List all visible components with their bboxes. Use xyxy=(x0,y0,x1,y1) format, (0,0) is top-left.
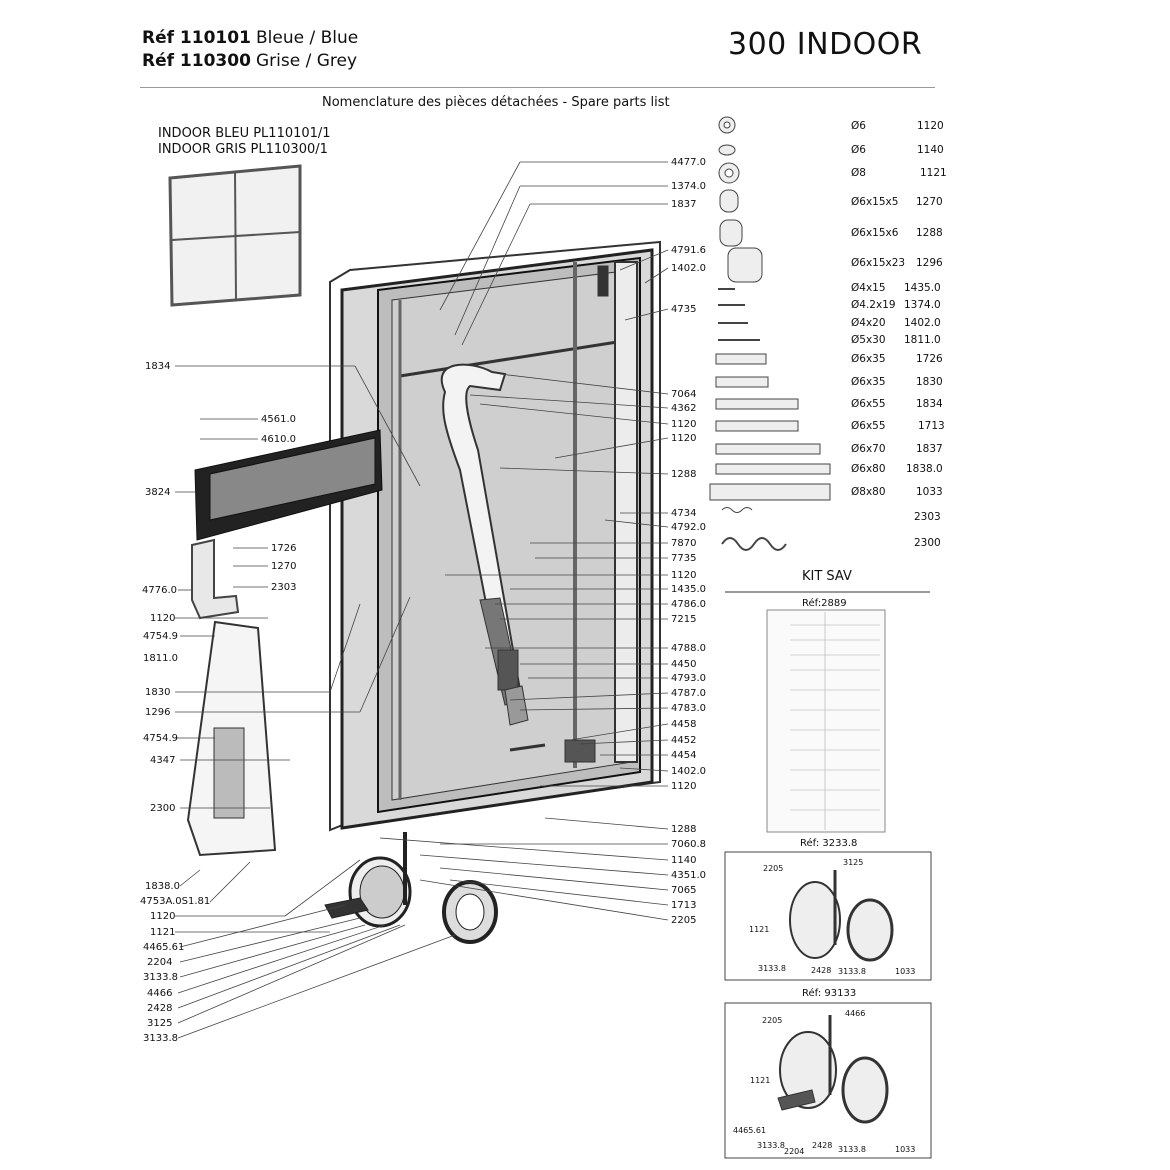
header-ref-2: Réf 110300 xyxy=(142,51,251,71)
callout-label: 4477.0 xyxy=(671,157,706,168)
callout-label: 4793.0 xyxy=(671,673,706,684)
callout-label: 1120 xyxy=(150,613,176,624)
callout-label: 4792.0 xyxy=(671,522,706,533)
kit-ref-3233: Réf: 3233.8 xyxy=(800,838,858,849)
callout-label: 4787.0 xyxy=(671,688,706,699)
table-cover-illustration xyxy=(170,166,300,305)
kit3-label: 3133.8 xyxy=(757,1141,785,1150)
callout-label: 4791.6 xyxy=(671,245,706,256)
callout-label: 3133.8 xyxy=(143,1033,178,1044)
kit3-label: 2428 xyxy=(812,1141,833,1150)
part-ref: 1838.0 xyxy=(906,463,943,475)
part-size: Ø6x55 xyxy=(851,420,886,432)
callout-label: 1811.0 xyxy=(143,653,178,664)
callout-label: 7215 xyxy=(671,614,697,625)
kit2-label: 3133.8 xyxy=(758,964,786,973)
part-size: Ø6x35 xyxy=(851,353,886,365)
part-size: Ø4x15 xyxy=(851,282,886,294)
callout-label: 1120 xyxy=(671,570,697,581)
callout-label: 3824 xyxy=(145,487,171,498)
part-size: Ø6x55 xyxy=(851,398,886,410)
part-size: Ø6x15x6 xyxy=(851,227,899,239)
part-ref: 1834 xyxy=(916,398,943,410)
callout-label: 4452 xyxy=(671,735,697,746)
table-top-illustration xyxy=(330,242,660,830)
callout-label: 2300 xyxy=(150,803,176,814)
callout-label: 7065 xyxy=(671,885,697,896)
callout-label: 7060.8 xyxy=(671,839,706,850)
part-size: Ø4.2x19 xyxy=(851,299,896,311)
part-size: Ø4x20 xyxy=(851,317,886,329)
callout-label: 1120 xyxy=(671,433,697,444)
part-ref: 1811.0 xyxy=(904,334,941,346)
callout-label: 4347 xyxy=(150,755,176,766)
callout-label: 2428 xyxy=(147,1003,173,1014)
kit-2889-box xyxy=(767,610,885,832)
callout-label: 2205 xyxy=(671,915,697,926)
part-size: Ø6 xyxy=(851,144,866,156)
part-ref: 1837 xyxy=(916,443,943,455)
callout-label: 3125 xyxy=(147,1018,173,1029)
callout-label: 4788.0 xyxy=(671,643,706,654)
part-ref: 1270 xyxy=(916,196,943,208)
callout-label: 4753A.0S1.81 xyxy=(140,896,211,907)
callout-label: 4735 xyxy=(671,304,697,315)
model-title: 300 INDOOR xyxy=(728,27,923,62)
kit2-label: 1121 xyxy=(749,925,770,934)
part-ref: 2300 xyxy=(914,537,941,549)
side-foot-illustration xyxy=(188,622,275,855)
part-ref: 1296 xyxy=(916,257,943,269)
callout-label: 1713 xyxy=(671,900,697,911)
part-ref: 2303 xyxy=(914,511,941,523)
kit2-label: 2205 xyxy=(763,864,784,873)
part-size: Ø5x30 xyxy=(851,334,886,346)
header-color-1: Bleue / Blue xyxy=(256,28,359,48)
callout-label: 4776.0 xyxy=(142,585,177,596)
callout-label: 1830 xyxy=(145,687,171,698)
callout-label: 4351.0 xyxy=(671,870,706,881)
part-size: Ø6x80 xyxy=(851,463,886,475)
callout-label: 4465.61 xyxy=(143,942,185,953)
callout-label: 7870 xyxy=(671,538,697,549)
part-size: Ø8x80 xyxy=(851,486,886,498)
callout-label: 4466 xyxy=(147,988,173,999)
callout-label: 1140 xyxy=(671,855,697,866)
callout-label: 4450 xyxy=(671,659,697,670)
callout-label: 2303 xyxy=(271,582,297,593)
callout-label: 1120 xyxy=(671,781,697,792)
callout-label: 4458 xyxy=(671,719,697,730)
callout-label: 1402.0 xyxy=(671,766,706,777)
callout-label: 7064 xyxy=(671,389,697,400)
callout-label: 1435.0 xyxy=(671,584,706,595)
part-size: Ø6x35 xyxy=(851,376,886,388)
part-ref: 1402.0 xyxy=(904,317,941,329)
part-ref: 1140 xyxy=(917,144,944,156)
callout-label: 4734 xyxy=(671,508,697,519)
callout-label: 1296 xyxy=(145,707,171,718)
kit2-label: 3125 xyxy=(843,858,864,867)
callout-label: 4362 xyxy=(671,403,697,414)
kit3-label: 2204 xyxy=(784,1147,805,1156)
callout-label: 1837 xyxy=(671,199,697,210)
part-size: Ø6x70 xyxy=(851,443,886,455)
header-ref-1: Réf 110101 xyxy=(142,28,251,48)
cover-ref-grey: INDOOR GRIS PL110300/1 xyxy=(158,142,328,157)
part-size: Ø6 xyxy=(851,120,866,132)
callout-label: 1288 xyxy=(671,469,697,480)
callout-label: 2204 xyxy=(147,957,173,968)
page-subtitle: Nomenclature des pièces détachées - Spare parts list xyxy=(322,95,670,110)
part-ref: 1726 xyxy=(916,353,943,365)
part-size: Ø6x15x5 xyxy=(851,196,899,208)
net-bracket-illustration xyxy=(192,540,238,618)
kit3-label: 2205 xyxy=(762,1016,783,1025)
callout-label: 1834 xyxy=(145,361,171,372)
part-ref: 1374.0 xyxy=(904,299,941,311)
callout-label: 4454 xyxy=(671,750,697,761)
kit3-label: 4466 xyxy=(845,1009,866,1018)
callout-label: 7735 xyxy=(671,553,697,564)
callout-label: 4754.9 xyxy=(143,733,178,744)
part-ref: 1435.0 xyxy=(904,282,941,294)
callout-label: 1838.0 xyxy=(145,881,180,892)
callout-label: 1726 xyxy=(271,543,297,554)
callout-label: 1402.0 xyxy=(671,263,706,274)
callout-label: 4783.0 xyxy=(671,703,706,714)
part-ref: 1033 xyxy=(916,486,943,498)
part-size: Ø8 xyxy=(851,167,866,179)
callout-label: 1121 xyxy=(150,927,176,938)
wheel-assembly-illustration xyxy=(325,832,496,942)
callout-label: 1288 xyxy=(671,824,697,835)
kit-ref-93133: Réf: 93133 xyxy=(802,988,857,999)
kit-title: KIT SAV xyxy=(802,569,852,584)
callout-label: 4610.0 xyxy=(261,434,296,445)
callout-label: 3133.8 xyxy=(143,972,178,983)
kit2-label: 1033 xyxy=(895,967,916,976)
callout-label: 1270 xyxy=(271,561,297,572)
callout-label: 1120 xyxy=(671,419,697,430)
kit3-label: 1033 xyxy=(895,1145,916,1154)
kit2-label: 2428 xyxy=(811,966,832,975)
kit3-label: 3133.8 xyxy=(838,1145,866,1154)
part-ref: 1713 xyxy=(918,420,945,432)
part-ref: 1121 xyxy=(920,167,947,179)
callout-label: 1120 xyxy=(150,911,176,922)
kit3-label: 1121 xyxy=(750,1076,771,1085)
kit3-label: 4465.61 xyxy=(733,1126,767,1135)
callout-label: 1374.0 xyxy=(671,181,706,192)
header-color-2: Grise / Grey xyxy=(256,51,358,71)
hardware-icons xyxy=(710,117,830,550)
part-ref: 1120 xyxy=(917,120,944,132)
part-size: Ø6x15x23 xyxy=(851,257,906,269)
cover-ref-blue: INDOOR BLEU PL110101/1 xyxy=(158,126,331,141)
part-ref: 1288 xyxy=(916,227,943,239)
kit-ref-2889: Réf:2889 xyxy=(802,598,847,609)
callout-label: 4754.9 xyxy=(143,631,178,642)
part-ref: 1830 xyxy=(916,376,943,388)
callout-label: 4786.0 xyxy=(671,599,706,610)
kit2-label: 3133.8 xyxy=(838,967,866,976)
callout-label: 4561.0 xyxy=(261,414,296,425)
